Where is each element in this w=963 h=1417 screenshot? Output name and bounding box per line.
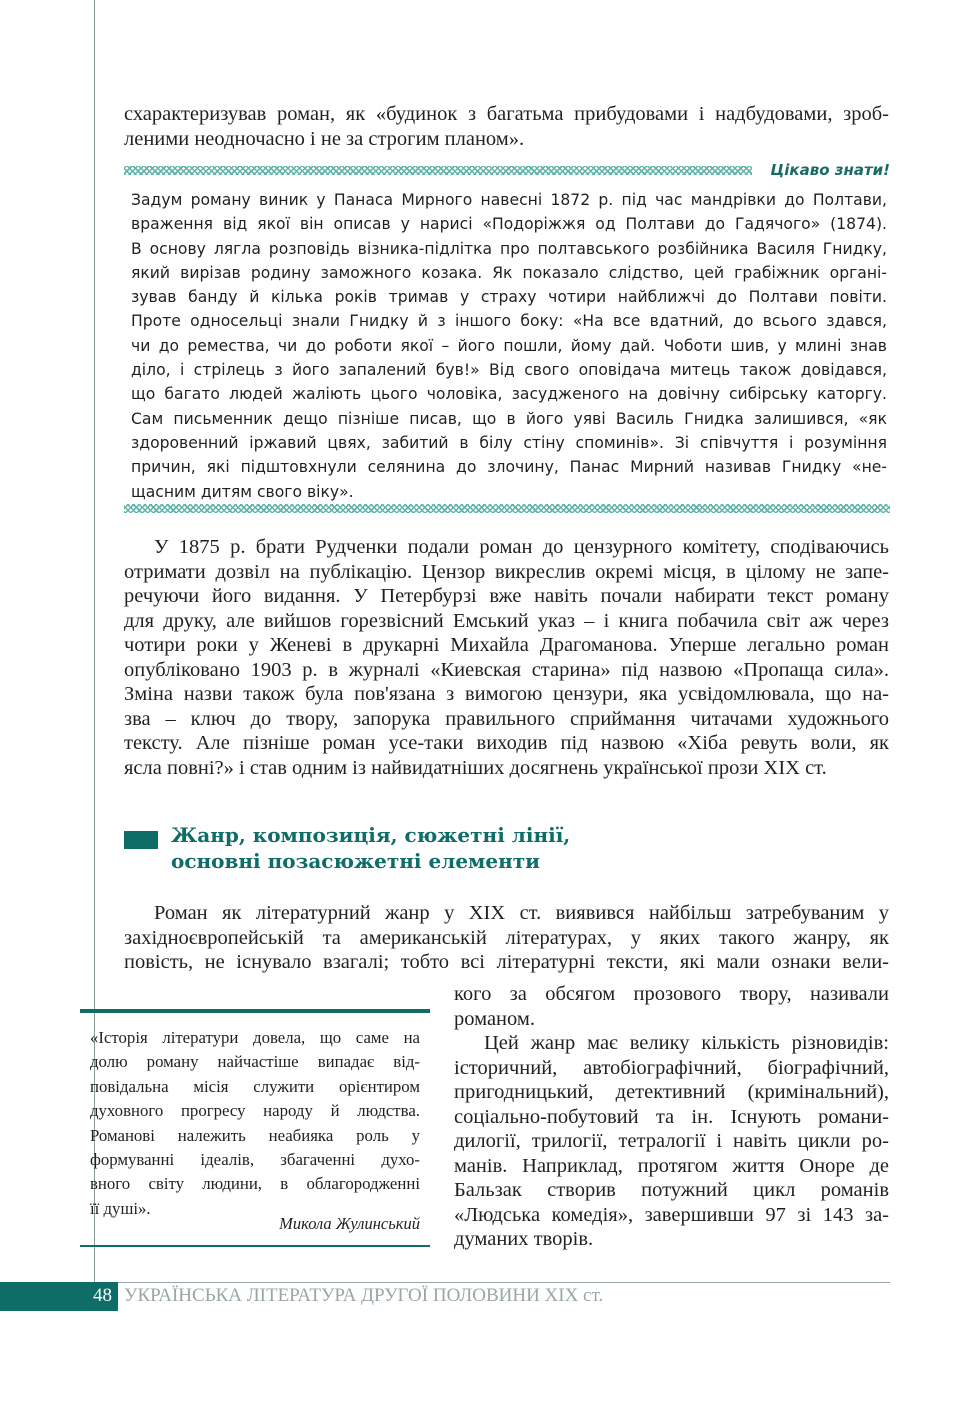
text-line: дилогії, трилогії, тетралогії і навіть цикли ро- [454,1130,889,1152]
text-line: схарактеризував роман, як «будинок з багатьма прибудовами і надбудовами, зроб- [124,103,889,125]
footer-rule [118,1282,890,1283]
text-line: думаних творів. [454,1228,594,1250]
fact-line: Проте односельці знали Гнидку й з іншого боку: «На все вдатний, до всього здався, [131,312,887,331]
text-line: Роман як літературний жанр у XIX ст. виявився найбільш затребуваним у [154,902,889,924]
text-line: повість, не існувало взагалі; тобто всі літературні тексти, які мали ознаки вели- [124,951,889,973]
fact-line: що багато людей жаліють цього чоловіка, засудженого на довічну сибірську каторгу. [131,385,887,404]
text-line: Цей жанр має велику кількість різновидів: [484,1032,889,1054]
text-line: манів. Наприклад, протягом життя Оноре де [454,1154,889,1177]
section-heading [171,822,771,874]
text-line: для друку, але вийшов горезвісний Емський указ – і книга побачила світ аж через [124,609,889,632]
quote-line: формуванні ідеалів, збагаченні духо- [90,1150,420,1170]
text-line: тексту. Але пізніше роман усе-таки виходив під назвою «Хіба ревуть воли, як [124,732,889,754]
intro-paragraph [124,102,889,151]
text-line: Бальзак створив потужний цикл романів [454,1179,889,1201]
quote-line: духовного прогресу народу й людства. [90,1101,420,1121]
page-number: 48 [93,1285,112,1306]
text-line: речуючи його видання. У Петербурзі вже навіть почали набирати текст роману [124,585,889,607]
fact-line: який вирізав родину заможного козака. Як показало слідство, цей грабіжник органі- [131,263,887,282]
genre-paragraph [124,901,889,975]
quote-line: «Історія літератури довела, що саме на [90,1028,420,1047]
section-title-line: Жанр, композиція, сюжетні лінії, [171,823,571,847]
fact-box-label: Цікаво знати! [770,161,890,179]
genre-column [454,982,889,1252]
text-line: «Людська комедія», завершивши 97 зі 143 за- [454,1203,889,1226]
quote-block [90,1026,420,1221]
section-title-line: основні позасюжетні елементи [171,849,541,873]
history-paragraph [124,535,889,780]
fact-line: щасним дитям свого віку». [131,482,354,501]
text-line: пригодницький, детективний (кримінальний), [454,1081,889,1103]
text-line: зва – ключ до твору, запорука правильного сприймання читачами художнього [124,707,889,730]
text-line: соціально-побутовий та ін. Існують романи- [454,1105,889,1128]
fact-box-body [131,188,887,504]
text-line: опубліковано 1903 р. в журналі «Киевская старина» під назвою «Пропаща сила». [124,658,889,681]
text-line: ясла повні?» і став одним із найвидатніших досягнень української прози XIX ст. [124,756,827,779]
quote-line: Романові належить неабияка роль у [90,1125,420,1145]
fact-line: Сам письменник дещо пізніше писав, що в його уяві Василь Гнидка залишився, «як [131,409,887,428]
quote-top-rule [80,1009,430,1013]
fact-line: діло, і стрілець з його запалений був!» Від свого оповідача митець також довідався, [131,361,887,380]
quote-line: вного світу людини, в облагородженні [90,1174,420,1194]
quote-line: її душі». [90,1198,151,1218]
fact-line: чи до ремества, чи до роботи якої – його пошли, йому дай. Чоботи шив, у млині знав [131,336,887,355]
fact-line: враження від якої він описав у нарисі «Подоріжжя од Полтави до Гадячого» (1874). [131,215,887,234]
fact-line: здоровенний іржавий цвях, забитий в білу стіну споминів». Зі співчуття і розуміння [131,433,887,452]
text-line: леними неодночасно і не за строгим планом». [124,127,525,150]
fact-line: причин, які підштовхнули селянина до злочину, Панас Мирний називав Гнидку «не- [131,458,887,477]
text-line: У 1875 р. брати Рудченки подали роман до цензурного комітету, сподіваючись [154,536,889,558]
text-line: романом. [454,1007,535,1030]
text-line: отримати дозвіл на публікацію. Цензор викреслив окремі місця, в цілому не запе- [124,560,889,583]
quote-bottom-rule [80,1245,430,1247]
quote-author: Микола Жулинський [279,1214,420,1233]
fact-line: Задум роману виник у Панаса Мирного навесні 1872 р. під час мандрівки до Полтави, [131,191,887,209]
text-line: кого за обсягом прозового твору, називали [454,983,889,1005]
fact-box-top-border [124,166,752,175]
quote-line: повідальна місія служити орієнтиром [90,1076,420,1096]
text-line: західноєвропейській та американській літературах, у яких такого жанру, як [124,926,889,949]
fact-box-bottom-border [124,504,890,513]
fact-line: зував банду й кілька років тримав у страху чотири найближчі до Полтави повіти. [131,288,887,307]
footer-running-title: УКРАЇНСЬКА ЛІТЕРАТУРА ДРУГОЇ ПОЛОВИНИ XIX ст. [124,1285,604,1306]
quote-line: долю роману найчастіше випадає від- [90,1052,420,1072]
text-line: чотири роки у Женеві в друкарні Михайла Драгоманова. Уперше легально роман [124,634,889,656]
fact-line: В основу лягла розповідь візника-підлітка про полтавського розбійника Василя Гнидку, [131,239,887,258]
section-marker [124,831,158,849]
text-line: Зміна назви також була пов'язана з вимогою цензури, яка усвідомлювала, що на- [124,683,889,705]
text-line: історичний, автобіографічний, біографічний, [454,1056,889,1079]
